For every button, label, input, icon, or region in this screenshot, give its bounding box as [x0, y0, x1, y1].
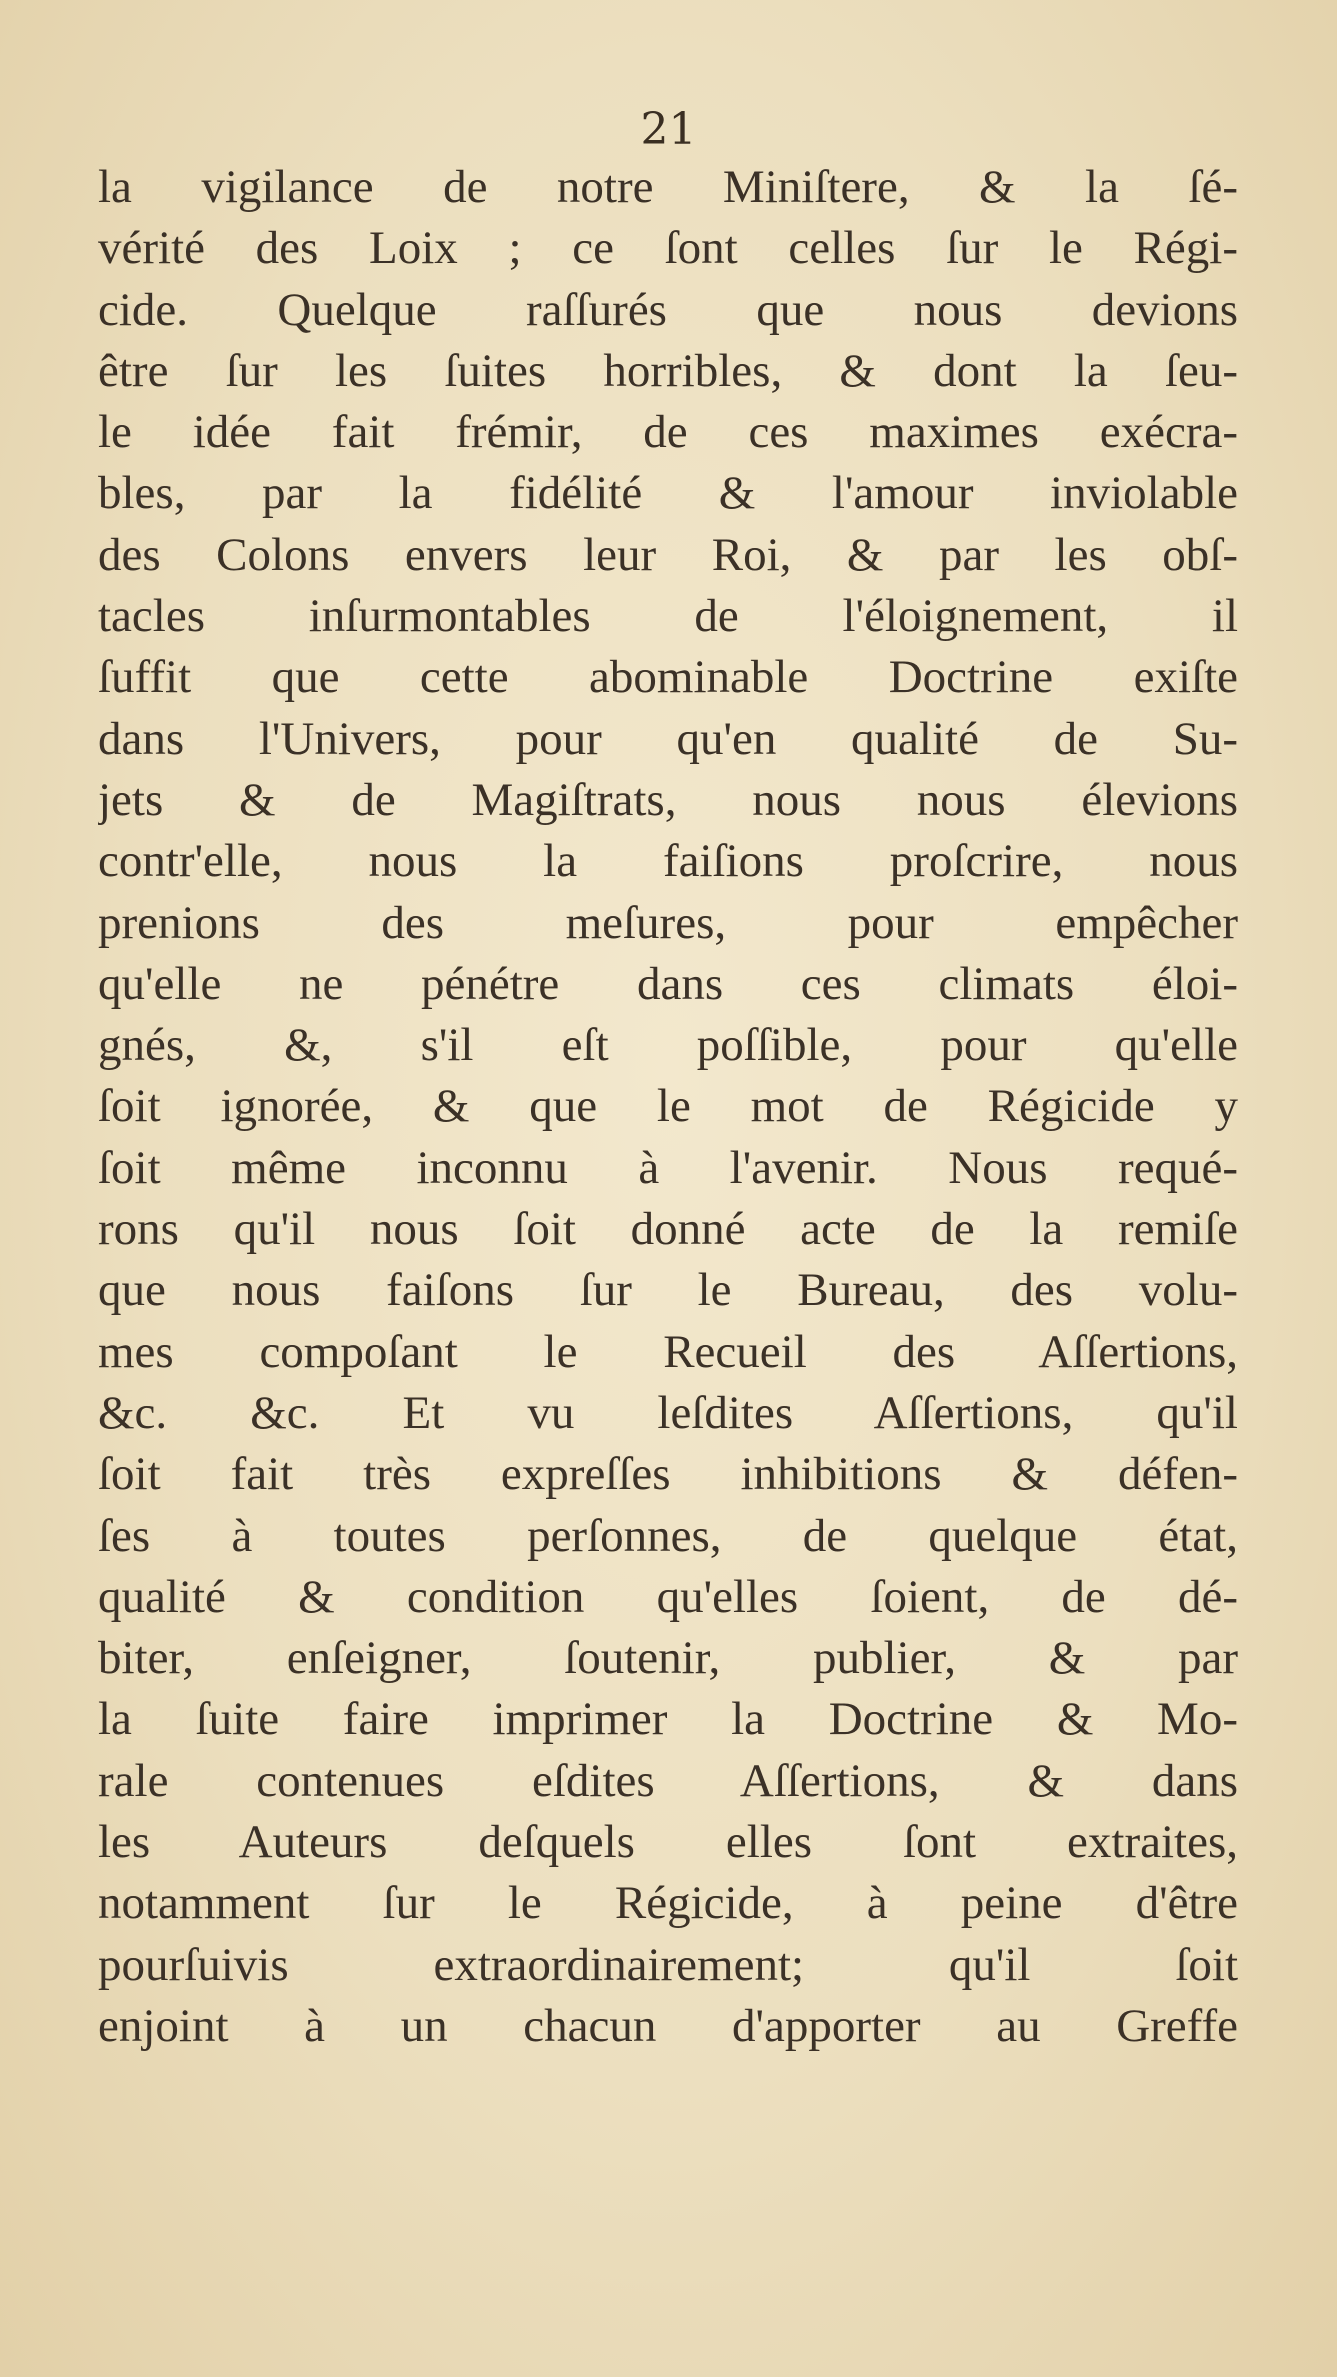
text-line: rons qu'il nous ſoit donné acte de la remiſe	[98, 1203, 1238, 1256]
text-line: notamment ſur le Régicide, à peine d'être	[98, 1877, 1238, 1930]
text-line: être ſur les ſuites horribles, & dont la ſeu-	[98, 344, 1238, 397]
text-line: qualité & condition qu'elles ſoient, de dé-	[98, 1570, 1238, 1623]
text-line: cide. Quelque raſſurés que nous devions	[98, 283, 1238, 336]
text-line: biter, enſeigner, ſoutenir, publier, & par	[98, 1632, 1238, 1685]
text-line: ſes à toutes perſonnes, de quelque état,	[98, 1509, 1238, 1562]
text-line: dans l'Univers, pour qu'en qualité de Su-	[98, 712, 1238, 765]
text-line: prenions des meſures, pour empêcher	[98, 896, 1238, 949]
text-line: mes compoſant le Recueil des Aſſertions,	[98, 1325, 1238, 1378]
text-line: que nous faiſons ſur le Bureau, des volu-	[98, 1264, 1238, 1317]
text-line: jets & de Magiſtrats, nous nous élevions	[98, 773, 1238, 826]
text-line: ſoit ignorée, & que le mot de Régicide y	[98, 1080, 1238, 1133]
text-line: contr'elle, nous la faiſions proſcrire, nous	[98, 835, 1238, 888]
page-number: 21	[640, 104, 697, 155]
text-line: ſuffit que cette abominable Doctrine exiſte	[98, 651, 1238, 704]
page-body-text	[98, 157, 1238, 2057]
text-line: la vigilance de notre Miniſtere, & la ſé-	[98, 161, 1238, 213]
text-line: ſoit fait très expreſſes inhibitions & défen-	[98, 1448, 1238, 1501]
text-line: la ſuite faire imprimer la Doctrine & Mo-	[98, 1693, 1238, 1746]
text-line: bles, par la fidélité & l'amour inviolable	[98, 467, 1238, 520]
text-line: vérité des Loix ; ce ſont celles ſur le Régi-	[98, 222, 1238, 275]
text-line: rale contenues eſdites Aſſertions, & dans	[98, 1754, 1238, 1807]
text-line: tacles inſurmontables de l'éloignement, il	[98, 590, 1238, 643]
text-line: enjoint à un chacun d'apporter au Greffe	[98, 1999, 1238, 2052]
text-line: le idée fait frémir, de ces maximes exécra-	[98, 406, 1238, 459]
text-line: des Colons envers leur Roi, & par les obſ-	[98, 528, 1238, 581]
text-line: pourſuivis extraordinairement; qu'il ſoit	[98, 1938, 1238, 1991]
text-line: les Auteurs deſquels elles ſont extraites,	[98, 1816, 1238, 1869]
text-line: ſoit même inconnu à l'avenir. Nous requé-	[98, 1141, 1238, 1194]
text-line: gnés, &, s'il eſt poſſible, pour qu'elle	[98, 1019, 1238, 1072]
text-line: qu'elle ne pénétre dans ces climats éloi-	[98, 957, 1238, 1010]
text-line: &c. &c. Et vu leſdites Aſſertions, qu'il	[98, 1386, 1238, 1439]
